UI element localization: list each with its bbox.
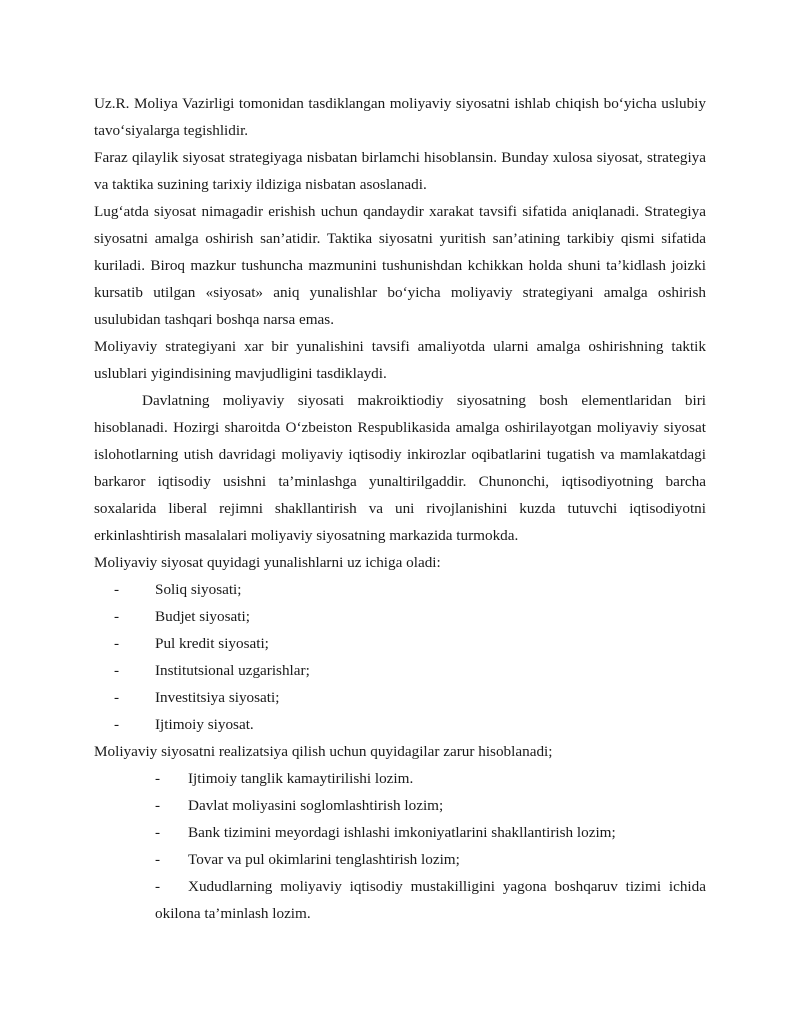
policy-directions-list: [94, 576, 706, 738]
document-page: [94, 90, 706, 927]
list-item-text: Soliq siyosati;: [155, 581, 242, 598]
list-dash: -: [114, 581, 120, 598]
list-dash: -: [155, 851, 161, 868]
list-item: [94, 819, 706, 846]
paragraph-methodology: Uz.R. Moliya Vazirligi tomonidan tasdiklangan moliyaviy siyosatni ishlab chiqish bo‘yicha uslubiy tavo‘siyalarga tegishlidir.: [94, 95, 706, 139]
list-item: [94, 873, 706, 927]
list-item-text: Budjet siyosati;: [155, 608, 250, 625]
list-item: [94, 711, 706, 738]
paragraph-list-intro: Moliyaviy siyosat quyidagi yunalishlarni uz ichiga oladi:: [94, 554, 441, 571]
list-item-text: Tovar va pul okimlarini tenglashtirish lozim;: [188, 851, 460, 868]
list-dash: -: [155, 878, 161, 895]
list-item-text: Pul kredit siyosati;: [155, 635, 269, 652]
list-item: [94, 630, 706, 657]
list-item-text: Institutsional uzgarishlar;: [155, 662, 310, 679]
list-dash: -: [155, 824, 161, 841]
list-item-text: Xududlarning moliyaviy iqtisodiy mustakilligini yagona boshqaruv tizimi ichida okilona ta’minlash lozim.: [155, 878, 706, 922]
list-item: [94, 657, 706, 684]
list-item-text: Ijtimoiy tanglik kamaytirilishi lozim.: [188, 770, 414, 787]
paragraph-strategy-tactics: Moliyaviy strategiyani xar bir yunalishini tavsifi amaliyotda ularni amalga oshirishning taktik uslublari yigindisining mavjudligini tasdiklaydi.: [94, 338, 706, 382]
list-item-text: Bank tizimini meyordagi ishlashi imkoniyatlarini shakllantirish lozim;: [188, 824, 616, 841]
list-item: [94, 684, 706, 711]
list-item-text: Investitsiya siyosati;: [155, 689, 280, 706]
list-dash: -: [155, 797, 161, 814]
list-item: [94, 792, 706, 819]
list-dash: -: [114, 608, 120, 625]
list-item: [94, 765, 706, 792]
list-item: [94, 846, 706, 873]
paragraph-definitions: Lug‘atda siyosat nimagadir erishish uchun qandaydir xarakat tavsifi sifatida aniqlanadi. Strategiya siyosatni amalga oshirish san’atidir. Taktika siyosatni yuritish san’atining tarkibiy qismi sifatida kuriladi. Biroq mazkur tushuncha mazmunini tushunishdan kchikkan holda shuni ta’kidlash joizki kursatib utilgan «siyosat» aniq yunalishlar bo‘yicha moliyaviy strategiyani amalga oshirish usulubidan tashqari boshqa narsa emas.: [94, 203, 706, 328]
list-item: [94, 576, 706, 603]
list-item-text: Ijtimoiy siyosat.: [155, 716, 254, 733]
paragraph-requirements-intro: Moliyaviy siyosatni realizatsiya qilish uchun quyidagilar zarur hisoblanadi;: [94, 743, 553, 760]
list-dash: -: [114, 689, 120, 706]
list-dash: -: [114, 662, 120, 679]
list-dash: -: [155, 770, 161, 787]
list-item-text: Davlat moliyasini soglomlashtirish lozim;: [188, 797, 444, 814]
list-dash: -: [114, 635, 120, 652]
paragraph-state-financial-policy: Davlatning moliyaviy siyosati makroiktiodiy siyosatning bosh elementlaridan biri hisoblanadi. Hozirgi sharoitda O‘zbeiston Respublikasida amalga oshirilayotgan moliyaviy siyosat islohotlarning utish davridagi moliyaviy iqtisodiy inkirozlar oqibatlarini tugatish va mamlakatdagi barkaror iqtisodiy usishni ta’minlashga yunaltirilgaddir. Chunonchi, iqtisodiyotning barcha soxalarida liberal rejimni shakllantirish va uni rivojlanishini kuzda tutuvchi iqtisodiyotni erkinlashtirish masalalari moliyaviy siyosatning markazida turmokda.: [94, 392, 706, 544]
list-item: [94, 603, 706, 630]
list-dash: -: [114, 716, 120, 733]
paragraph-policy-primary: Faraz qilaylik siyosat strategiyaga nisbatan birlamchi hisoblansin. Bunday xulosa siyosat, strategiya va taktika suzining tarixiy ildiziga nisbatan asoslanadi.: [94, 149, 706, 193]
requirements-list: [94, 765, 706, 927]
